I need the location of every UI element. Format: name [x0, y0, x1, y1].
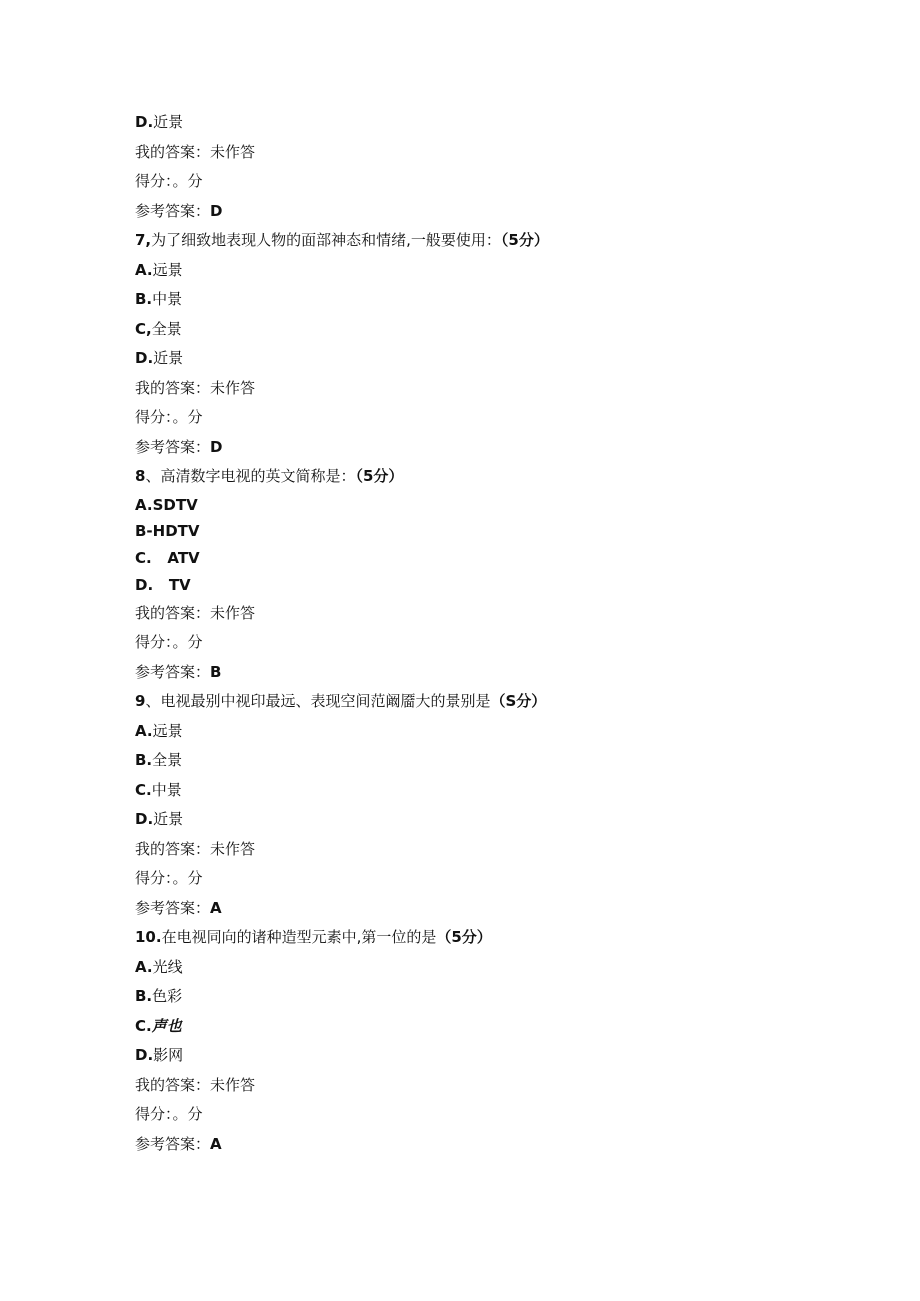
my-answer-value: 未作答: [210, 142, 256, 161]
score-line: [135, 628, 835, 658]
question-number: 8: [135, 467, 146, 485]
score-line: [135, 864, 835, 894]
score-label: 得分：: [135, 408, 173, 426]
option-text: 色彩: [152, 987, 183, 1006]
option-text: 中景: [152, 290, 183, 308]
question-line: [135, 687, 835, 717]
option-letter: A.: [135, 957, 153, 976]
reference-answer-line: [135, 197, 835, 227]
option-text: TV: [153, 575, 191, 594]
reference-answer-value: D: [210, 201, 223, 220]
option-text: 远景: [152, 721, 183, 740]
my-answer-line: [135, 835, 835, 865]
option-text: 近景: [153, 113, 184, 131]
my-answer-label: 我的答案：: [135, 142, 211, 161]
option-letter: D.: [135, 1046, 154, 1065]
option-letter: D.: [135, 349, 154, 367]
reference-answer-label: 参考答案：: [135, 1134, 211, 1153]
reference-answer-line: [135, 1130, 835, 1160]
my-answer-label: 我的答案：: [135, 378, 211, 397]
option-line: [135, 572, 835, 599]
option-text: 全景: [151, 319, 182, 338]
option-line: [135, 108, 835, 138]
my-answer-label: 我的答案：: [135, 603, 211, 622]
question-text: 、高清数字电视的英文简称是：: [145, 467, 356, 485]
option-letter: C,: [135, 319, 152, 338]
my-answer-line: [135, 138, 835, 168]
question-number: 7,: [135, 231, 152, 249]
option-text: ATV: [151, 549, 200, 568]
question-points: （5分）: [355, 467, 404, 485]
my-answer-value: 未作答: [210, 378, 256, 397]
option-text: 影网: [153, 1046, 184, 1065]
option-line: [135, 285, 835, 315]
option-line: [135, 717, 835, 747]
option-text: 中景: [151, 780, 182, 799]
option-text: 光线: [152, 957, 183, 976]
option-letter: C.: [135, 780, 152, 799]
score-value: 。分: [172, 172, 203, 190]
question-line: [135, 462, 835, 492]
option-line: [135, 982, 835, 1012]
my-answer-label: 我的答案：: [135, 839, 211, 858]
score-value: 。分: [172, 1105, 203, 1124]
option-line: [135, 545, 835, 572]
question-line: [135, 923, 835, 953]
question-number: 9: [135, 692, 146, 711]
option-line: [135, 776, 835, 806]
option-line: [135, 953, 835, 983]
option-text: 远景: [152, 260, 183, 279]
option-text: HDTV: [152, 522, 200, 541]
question-text: 在电视同向的诸种造型元素中,第一位的是: [161, 928, 437, 947]
option-line: [135, 344, 835, 374]
reference-answer-line: [135, 658, 835, 688]
option-letter: B.: [135, 290, 153, 308]
my-answer-line: [135, 374, 835, 404]
option-letter: D.: [135, 113, 154, 131]
option-letter: A.: [135, 260, 153, 279]
option-line: [135, 492, 835, 519]
option-line: [135, 1041, 835, 1071]
score-line: [135, 1100, 835, 1130]
score-line: [135, 403, 835, 433]
my-answer-value: 未作答: [210, 1075, 256, 1094]
option-text: 近景: [153, 349, 184, 367]
option-text: 声也: [151, 1016, 182, 1035]
reference-answer-value: B: [210, 662, 222, 681]
score-label: 得分：: [135, 1105, 173, 1124]
my-answer-line: [135, 599, 835, 629]
option-text: 全景: [152, 751, 183, 770]
score-value: 。分: [172, 633, 203, 652]
question-number: 10.: [135, 928, 162, 947]
question-line: [135, 226, 835, 256]
my-answer-label: 我的答案：: [135, 1075, 211, 1094]
score-line: [135, 167, 835, 197]
reference-answer-label: 参考答案：: [135, 437, 211, 456]
my-answer-value: 未作答: [210, 603, 256, 622]
my-answer-line: [135, 1071, 835, 1101]
reference-answer-value: A: [210, 1134, 222, 1153]
option-line: [135, 256, 835, 286]
option-letter: B.: [135, 751, 153, 770]
score-label: 得分：: [135, 633, 173, 652]
question-text: 为了细致地表现人物的面部神态和情绪,一般要使用：: [151, 231, 501, 249]
option-line: [135, 1012, 835, 1042]
option-letter: D.: [135, 810, 154, 829]
option-letter: A.: [135, 721, 153, 740]
option-letter: A.: [135, 495, 153, 514]
option-text: 近景: [153, 810, 184, 829]
option-line: [135, 518, 835, 545]
reference-answer-label: 参考答案：: [135, 662, 211, 681]
score-label: 得分：: [135, 869, 173, 888]
option-text: SDTV: [152, 495, 198, 514]
reference-answer-label: 参考答案：: [135, 898, 211, 917]
option-letter: C.: [135, 1016, 152, 1035]
option-line: [135, 746, 835, 776]
option-line: [135, 805, 835, 835]
option-letter: C.: [135, 549, 152, 568]
question-text: 、电视最别中视印最远、表现空间范阚靥大的景别是: [145, 692, 491, 711]
reference-answer-value: D: [210, 437, 223, 456]
question-points: （S分）: [490, 692, 547, 711]
reference-answer-line: [135, 433, 835, 463]
option-letter: B-: [135, 522, 153, 541]
option-letter: B.: [135, 987, 153, 1006]
reference-answer-line: [135, 894, 835, 924]
option-letter: D.: [135, 575, 154, 594]
option-line: [135, 315, 835, 345]
reference-answer-value: A: [210, 898, 222, 917]
question-points: （5分）: [436, 928, 492, 947]
document-body: [135, 108, 835, 1159]
question-points: （5分）: [500, 231, 549, 249]
reference-answer-label: 参考答案：: [135, 201, 211, 220]
score-value: 。分: [172, 408, 203, 426]
score-label: 得分：: [135, 172, 173, 190]
score-value: 。分: [172, 869, 203, 888]
my-answer-value: 未作答: [210, 839, 256, 858]
